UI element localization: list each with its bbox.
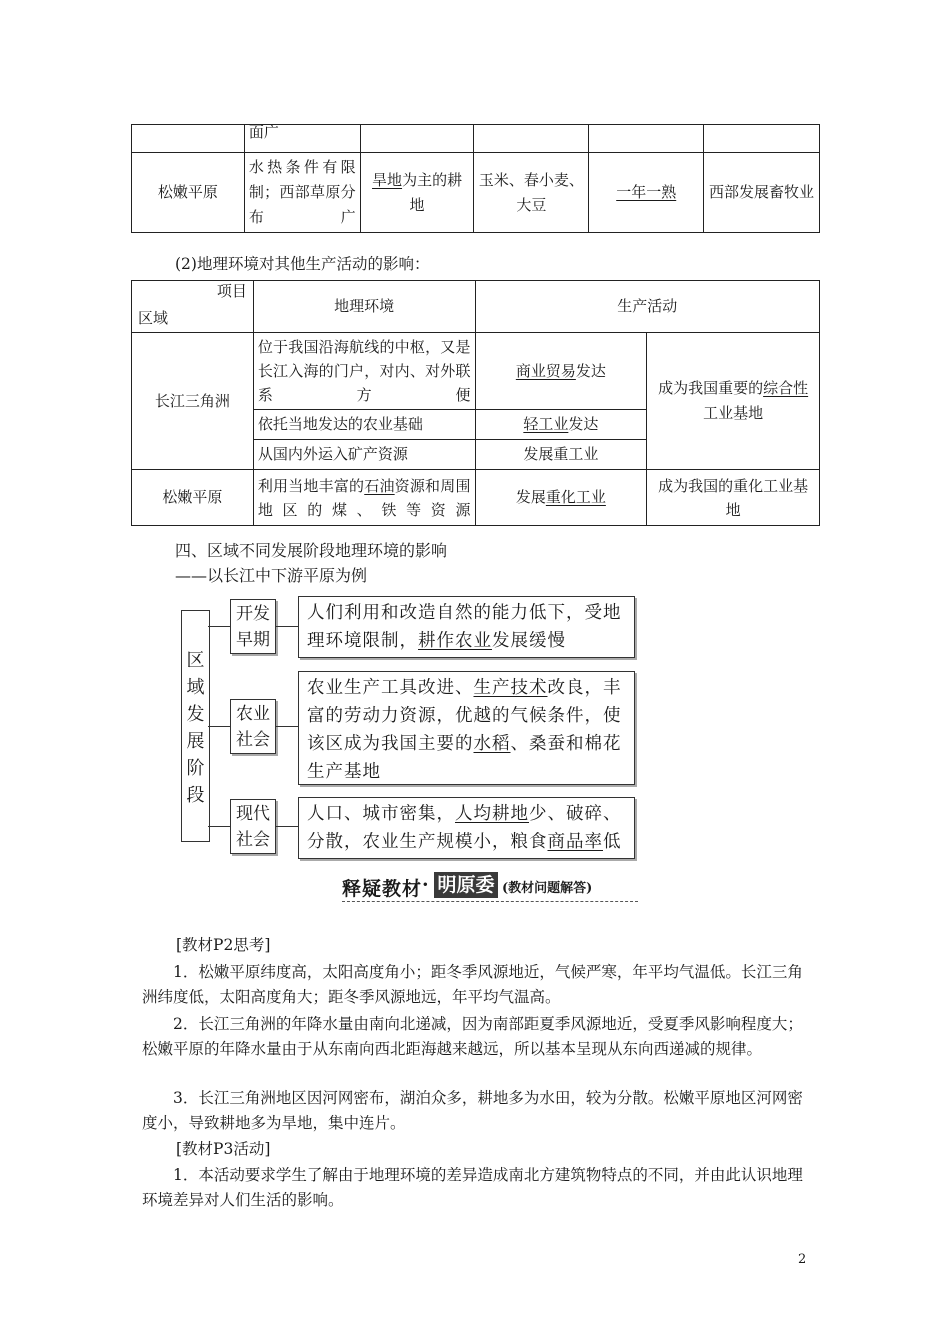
- desc-text: 农业生产工具改进、: [307, 678, 474, 698]
- section-2-title: (2)地理环境对其他生产活动的影响：: [175, 255, 430, 273]
- result-keyword: 综合性: [763, 379, 809, 397]
- desc-text: 低: [603, 832, 622, 852]
- diagonal-header: [132, 281, 254, 333]
- connector-line: [208, 826, 230, 827]
- p2-item-3: 3．长江三角洲地区因河网密布，湖泊众多，耕地多为水田，较为分散。松嫩平原地区河网密度小，导致耕地多为旱地，集中连片。: [142, 1089, 803, 1132]
- connector-line: [276, 626, 298, 627]
- stage-label: 开发早期: [236, 604, 270, 650]
- production-table: [131, 280, 820, 526]
- desc-keyword: 生产技术: [473, 678, 548, 698]
- stage-box-agricultural: [230, 699, 276, 754]
- desc-keyword: 水稻: [473, 734, 511, 754]
- table-row: [132, 470, 820, 526]
- p2-heading: [教材P2思考]: [176, 936, 271, 954]
- ripening-cell: [589, 153, 704, 233]
- connector-line: [208, 626, 230, 627]
- stage-desc-early: [298, 596, 635, 658]
- stage-desc-modern: [298, 797, 635, 859]
- env-cell: 水热条件有限制；西部草原分布广: [244, 153, 360, 233]
- prod-cell: 商业贸易发达: [475, 333, 647, 410]
- region-cell: 松嫩平原: [132, 153, 245, 233]
- stage-desc-agricultural: [298, 671, 635, 785]
- prod-keyword: 轻工业: [523, 415, 569, 433]
- connector-line: [276, 826, 298, 827]
- desc-keyword: 人均耕地: [455, 804, 529, 824]
- header-prod: 生产活动: [475, 281, 820, 333]
- table-row: [132, 125, 820, 153]
- land-keyword: 旱地: [372, 170, 403, 189]
- stage-box-early: [230, 599, 276, 654]
- stage-box-modern: [230, 799, 276, 854]
- header-env: 地理环境: [253, 281, 475, 333]
- env-cell: 从国内外运入矿产资源: [253, 440, 475, 470]
- desc-keyword: 商品率: [547, 832, 603, 852]
- desc-keyword: 耕作农业: [418, 631, 492, 651]
- p2-item-1: 1．松嫩平原纬度高，太阳高度角小；距冬季风源地近，气候严寒，年平均气温低。长江三角洲纬度低，太阳高度角大；距冬季风源地远，年平均气温高。: [142, 963, 803, 1006]
- prod-cell: 轻工业发达: [475, 410, 647, 440]
- banner-note: (教材问题解答): [502, 881, 593, 896]
- prod-cell: 发展重化工业: [475, 470, 647, 526]
- desc-text: 改良，丰富的劳动力资源，优越的气候条件，使该区成为我国主要的: [307, 678, 622, 754]
- p2-item-2: 2．长江三角洲的年降水量由南向北递减，因为南部距夏季风源地近，受夏季风影响程度大；松嫩平原的年降水量由于从东南向西北距海越来越远，所以基本呈现从东向西递减的规律。: [142, 1015, 803, 1058]
- prod-cell: 发展重工业: [475, 440, 647, 470]
- prod-keyword: 商业贸易: [515, 361, 576, 380]
- env-cell-continued: 面广: [244, 125, 360, 153]
- table-row: [132, 333, 820, 410]
- env-cell: 依托当地发达的农业基础: [253, 410, 475, 440]
- desc-text: 少、破碎、分散，农业生产规模小，粮食: [307, 804, 622, 852]
- region-cell: 长江三角洲: [132, 333, 254, 470]
- connector-line: [208, 726, 230, 727]
- header-item: 项目: [216, 282, 247, 300]
- crop-table: [131, 124, 820, 233]
- stage-label: 农业社会: [236, 704, 270, 750]
- result-cell: 成为我国的重化工业基地: [647, 470, 820, 526]
- connector-line: [276, 726, 298, 727]
- env-keyword: 石油: [364, 476, 395, 495]
- ripening-keyword: 一年一熟: [616, 183, 677, 201]
- stage-label: 现代社会: [236, 804, 270, 850]
- page-number: 2: [798, 1252, 807, 1267]
- section-4-title: 四、区域不同发展阶段地理环境的影响: [175, 541, 448, 560]
- desc-text: 人口、城市密集，: [307, 804, 455, 824]
- banner-divider: [342, 901, 638, 902]
- crops-cell: 玉米、春小麦、大豆: [474, 153, 589, 233]
- other-cell: 西部发展畜牧业: [704, 153, 820, 233]
- prod-keyword: 重化工业: [545, 488, 606, 506]
- desc-text: 发展缓慢: [492, 631, 566, 651]
- table-row: [132, 153, 820, 233]
- p3-item-1: 1．本活动要求学生了解由于地理环境的差异造成南北方建筑物特点的不同，并由此认识地理环境差异对人们生活的影响。: [142, 1166, 803, 1209]
- table-header-row: [132, 281, 820, 333]
- diagram-root-box: [181, 610, 210, 842]
- desc-text: 人们利用和改造自然的能力低下，受地理环境限制，: [307, 603, 622, 651]
- banner-dot: ·: [422, 874, 429, 896]
- banner-boxed: 明原委: [434, 872, 498, 898]
- section-banner: [342, 872, 638, 902]
- env-cell: 位于我国沿海航线的中枢，又是长江入海的门户，对内、对外联系方便: [253, 333, 475, 410]
- region-cell: 松嫩平原: [132, 470, 254, 526]
- desc-text: 、桑蚕和棉花生产基地: [307, 734, 622, 782]
- section-4-subtitle: ——以长江中下游平原为例: [175, 566, 368, 585]
- p3-heading: [教材P3活动]: [176, 1140, 271, 1158]
- header-region: 区域: [138, 309, 169, 327]
- result-cell: 成为我国重要的综合性工业基地: [647, 333, 820, 470]
- banner-left: 释疑教材: [342, 878, 423, 900]
- diagram-root-label: 区域发展阶段: [186, 650, 205, 806]
- land-cell: 旱地为主的耕地: [360, 153, 474, 233]
- env-cell: 利用当地丰富的石油资源和周围地区的煤、铁等资源: [253, 470, 475, 526]
